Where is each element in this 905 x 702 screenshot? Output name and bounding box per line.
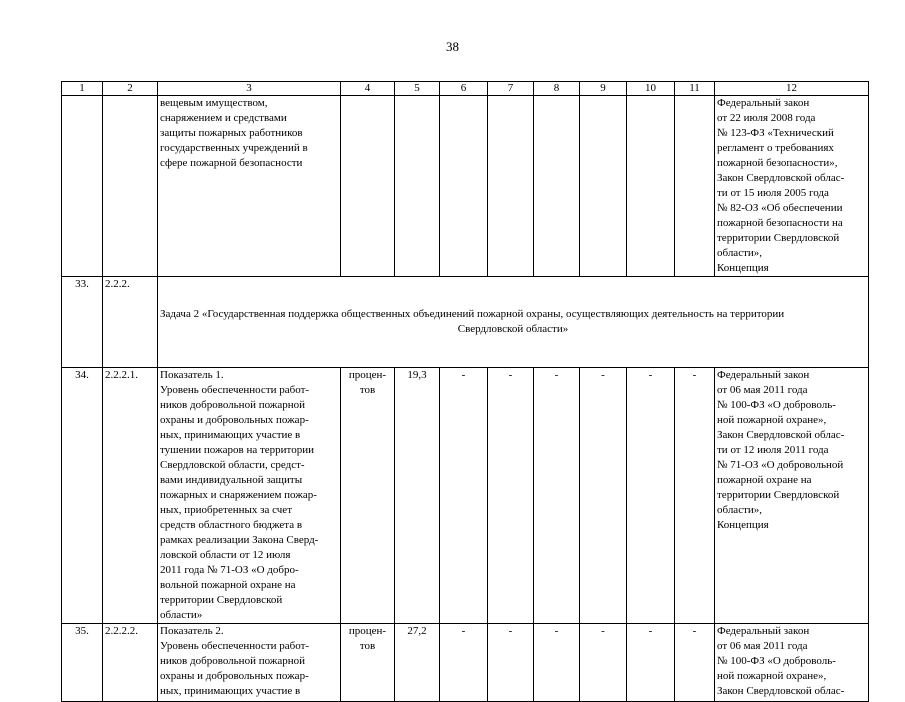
table-row: [62, 624, 869, 702]
row-number: 35.: [62, 624, 103, 702]
unit: процен- тов: [341, 368, 395, 624]
value-cell: [675, 96, 715, 277]
row-code: 2.2.2.1.: [103, 368, 158, 624]
value-cell: [534, 96, 580, 277]
task-title-line: Задача 2 «Государственная поддержка общественных объединений пожарной охраны, осуществляющих деятельность на территории: [160, 308, 785, 320]
indicators-table: [61, 81, 869, 702]
row-code: 2.2.2.: [103, 277, 158, 368]
value-cell: 19,3: [395, 368, 440, 624]
legal-basis: Федеральный закон от 22 июля 2008 года № 123-ФЗ «Технический регламент о требованиях пожарной безопасности», Закон Свердловской облас- ти от 15 июля 2005 года № 82-ОЗ «Об обеспечении пожарной безопасности на территории Свердловской области», Концепция: [715, 96, 869, 277]
value-cell: 27,2: [395, 624, 440, 702]
column-numbers-row: [62, 82, 869, 96]
value-cell: [580, 96, 627, 277]
column-number: 7: [488, 82, 534, 96]
column-number: 3: [158, 82, 341, 96]
indicator-text: Показатель 1. Уровень обеспеченности работ- ников добровольной пожарной охраны и добровольных пожар- ных, принимающих участие в тушении пожаров на территории Свердловской области, средст- вами индивидуальной защиты пожарных и снаряжением пожар- ных, приобретенных за счет средств областного бюджета в рамках реализации Закона Сверд- ловской области от 12 июля 2011 года № 71-ОЗ «О добро- вольной пожарной охране на территории Свердловской области»: [158, 368, 341, 624]
page-number: 38: [446, 39, 459, 54]
indicator-text: Показатель 2. Уровень обеспеченности работ- ников добровольной пожарной охраны и добровольных пожар- ных, принимающих участие в: [158, 624, 341, 702]
value-cell: [627, 96, 675, 277]
column-number: 6: [440, 82, 488, 96]
value-cell: -: [440, 368, 488, 624]
column-number: 11: [675, 82, 715, 96]
legal-basis: Федеральный закон от 06 мая 2011 года № 100-ФЗ «О доброволь- ной пожарной охране», Закон Свердловской облас- ти от 12 июля 2011 года № 71-ОЗ «О добровольной пожарной охране на территории Свердловской области», Концепция: [715, 368, 869, 624]
row-number: 33.: [62, 277, 103, 368]
task-title-line: Свердловской области»: [457, 323, 569, 335]
value-cell: -: [627, 624, 675, 702]
column-number: 1: [62, 82, 103, 96]
value-cell: -: [488, 368, 534, 624]
value-cell: [488, 96, 534, 277]
column-number: 5: [395, 82, 440, 96]
table-row: [62, 368, 869, 624]
value-cell: -: [488, 624, 534, 702]
task-row: [62, 277, 869, 368]
value-cell: -: [580, 624, 627, 702]
legal-basis: Федеральный закон от 06 мая 2011 года № 100-ФЗ «О доброволь- ной пожарной охране», Закон Свердловской облас-: [715, 624, 869, 702]
indicator-text: вещевым имуществом, снаряжением и средствами защиты пожарных работников государственных учреждений в сфере пожарной безопасности: [158, 96, 341, 277]
value-cell: -: [534, 368, 580, 624]
unit: процен- тов: [341, 624, 395, 702]
row-code: [103, 96, 158, 277]
value-cell: [440, 96, 488, 277]
column-number: 8: [534, 82, 580, 96]
column-number: 2: [103, 82, 158, 96]
value-cell: -: [534, 624, 580, 702]
value-cell: [395, 96, 440, 277]
value-cell: -: [627, 368, 675, 624]
value-cell: -: [440, 624, 488, 702]
unit: [341, 96, 395, 277]
value-cell: -: [675, 368, 715, 624]
value-cell: -: [675, 624, 715, 702]
row-code: 2.2.2.2.: [103, 624, 158, 702]
column-number: 10: [627, 82, 675, 96]
column-number: 4: [341, 82, 395, 96]
row-number: [62, 96, 103, 277]
table-row: [62, 96, 869, 277]
row-number: 34.: [62, 368, 103, 624]
task-title: [158, 277, 869, 368]
column-number: 12: [715, 82, 869, 96]
column-number: 9: [580, 82, 627, 96]
value-cell: -: [580, 368, 627, 624]
